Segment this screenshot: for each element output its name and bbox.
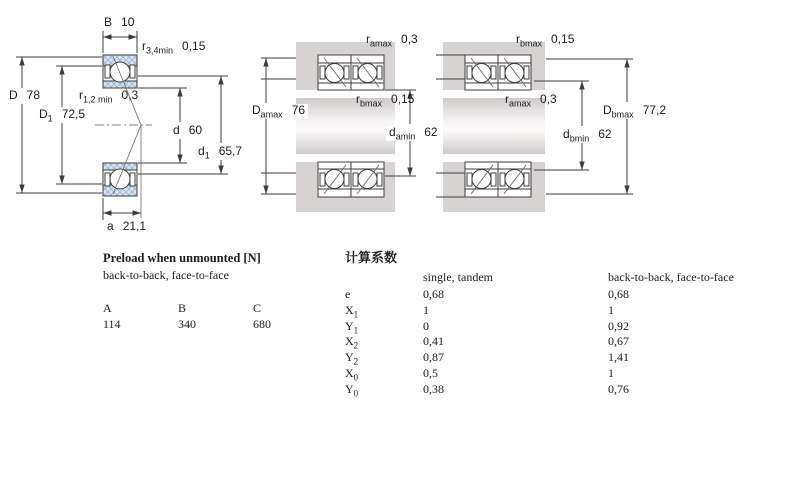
factor-value-single: 0,38 <box>423 381 444 396</box>
factor-value-paired: 0,68 <box>608 287 629 301</box>
dim-label-damin: $d_{amin}$ 62 <box>386 126 441 141</box>
factors-header-row <box>423 270 775 284</box>
preload-value: 340 <box>178 317 196 331</box>
factors-col-header-single-tandem: single, tandem <box>423 270 493 284</box>
factor-value-paired: 0,92 <box>608 318 629 333</box>
factor-value-single: 0,5 <box>423 365 438 380</box>
factor-row: $X_0$ 0,5 1 <box>345 365 614 383</box>
preload-title: Preload when unmounted [N] <box>103 251 261 265</box>
dim-label-rbmax-2: $r_{bmax}$ 0,15 <box>516 32 575 49</box>
dim-label-d: d 60 <box>170 124 205 139</box>
dim-label-d1: $d_1$ 65,7 <box>195 145 245 160</box>
dim-label-Damax: $D_{amax}$ 76 <box>249 104 308 119</box>
factor-row: $Y_2$ 0,87 1,41 <box>345 350 629 367</box>
factor-row: $X_2$ 0,41 0,67 <box>345 334 629 351</box>
calculation-factors-table <box>345 251 775 398</box>
factor-row: $X_1$ 1 1 <box>345 302 614 320</box>
factor-value-paired: 1 <box>608 365 614 380</box>
dim-label-r34min: $r_{3,4min}$ 0,15 <box>142 39 206 56</box>
factor-row: e 0,68 0,68 <box>345 287 629 301</box>
dim-label-D1: $D_1$ 72,5 <box>36 108 88 123</box>
preload-value-row <box>103 317 353 331</box>
dim-label-ramax-1: $r_{amax}$ 0,3 <box>366 32 418 49</box>
factor-value-single: 0,87 <box>423 350 444 365</box>
dim-label-r12min: $r_{1,2 min}$ 0,3 <box>79 88 139 105</box>
factor-value-paired: 0,76 <box>608 381 629 396</box>
factor-value-paired: 1 <box>608 302 614 317</box>
factors-title: 计算系数 <box>345 250 398 265</box>
dim-label-rbmax-1: $r_{bmax}$ 0,15 <box>356 92 415 109</box>
preload-value: 680 <box>253 317 271 331</box>
dim-label-ramax-2: $r_{amax}$ 0,3 <box>505 92 557 109</box>
preload-table <box>103 251 353 331</box>
dim-label-a: a 21,1 <box>107 219 147 233</box>
dim-label-dbmin: $d_{bmin}$ 62 <box>560 128 615 143</box>
factor-value-paired: 1,41 <box>608 350 629 365</box>
dim-label-D: D 78 <box>6 89 43 104</box>
dim-label-Dbmax: $D_{bmax}$ 77,2 <box>600 104 669 119</box>
factor-row: $Y_0$ 0,38 0,76 <box>345 381 629 399</box>
preload-value: 114 <box>103 317 121 331</box>
factor-value-single: 0,41 <box>423 334 444 349</box>
preload-col-header: C <box>253 301 262 315</box>
dim-label-B: B 10 <box>104 15 135 29</box>
factor-value-single: 0,68 <box>423 287 444 301</box>
preload-header-row <box>103 301 353 315</box>
factor-value-single: 1 <box>423 302 429 317</box>
preload-col-header: B <box>178 301 187 315</box>
factors-col-header-back-to-back: back-to-back, face-to-face <box>608 270 734 284</box>
preload-subtitle: back-to-back, face-to-face <box>103 268 229 282</box>
factors-rows <box>345 287 775 398</box>
factor-value-paired: 0,67 <box>608 334 629 349</box>
factor-value-single: 0 <box>423 318 429 333</box>
preload-col-header: A <box>103 301 112 315</box>
factor-row: $Y_1$ 0 0,92 <box>345 318 629 335</box>
